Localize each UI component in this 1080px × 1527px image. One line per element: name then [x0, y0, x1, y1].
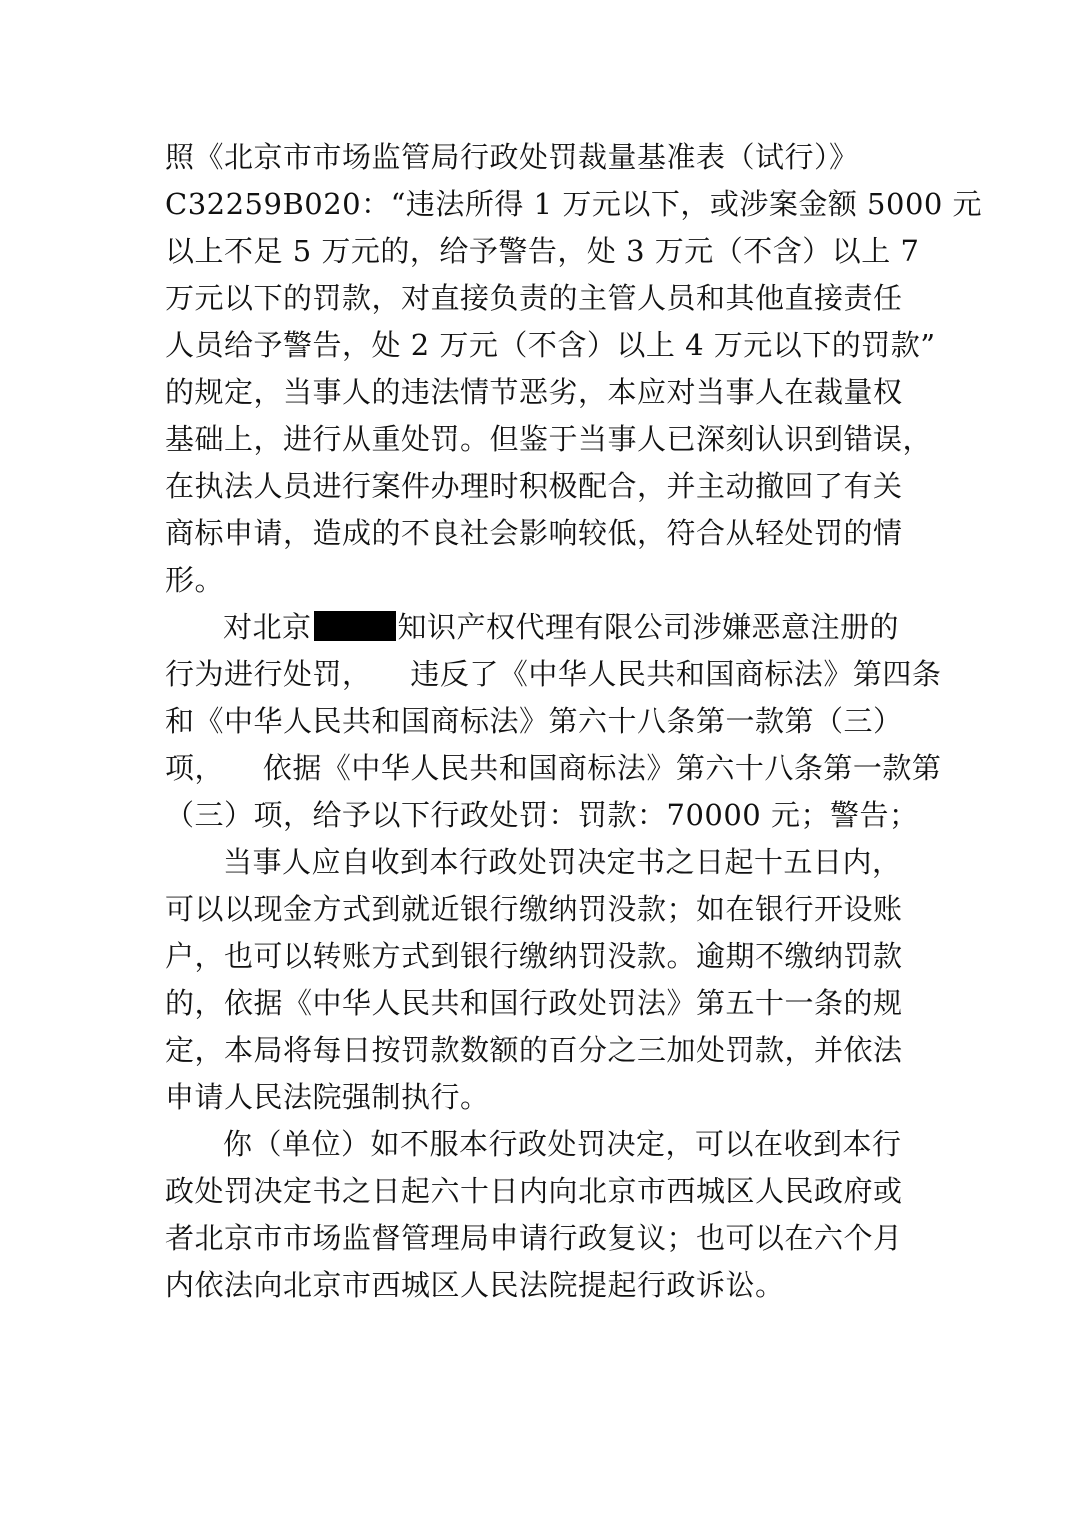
text-line: 定，本局将每日按罚款数额的百分之三加处罚款，并依法: [165, 1033, 903, 1067]
redaction-block: [314, 611, 396, 641]
text-line: 万元以下的罚款，对直接负责的主管人员和其他直接责任: [165, 281, 903, 315]
text-line: [165, 604, 925, 651]
text-line: 可以以现金方式到就近银行缴纳罚没款；如在银行开设账: [165, 892, 903, 926]
text-line: 户，也可以转账方式到银行缴纳罚没款。逾期不缴纳罚款: [165, 939, 903, 973]
text-line: 当事人应自收到本行政处罚决定书之日起十五日内，: [223, 845, 902, 879]
text-line: 的，依据《中华人民共和国行政处罚法》第五十一条的规: [165, 986, 903, 1020]
text-line: 申请人民法院强制执行。: [165, 1080, 490, 1114]
text-line: 形。: [165, 563, 225, 597]
text-line: 你（单位）如不服本行政处罚决定，可以在收到本行: [223, 1127, 902, 1161]
text-line: 项， 依据《中华人民共和国商标法》第六十八条第一款第: [165, 751, 942, 785]
text-line: 以上不足 5 万元的，给予警告，处 3 万元（不含）以上 7: [165, 234, 920, 268]
text-line: （三）项，给予以下行政处罚：罚款：70000 元；警告；: [165, 798, 919, 832]
paragraph-penalty-basis: [165, 134, 983, 604]
text-segment: 对北京: [223, 610, 312, 644]
text-segment: 知识产权代理有限公司涉嫌恶意注册的: [397, 610, 900, 644]
document-body: [165, 134, 983, 1309]
text-line: 在执法人员进行案件办理时积极配合，并主动撤回了有关: [165, 469, 903, 503]
text-line: 政处罚决定书之日起六十日内向北京市西城区人民政府或: [165, 1174, 903, 1208]
text-line: 商标申请，造成的不良社会影响较低，符合从轻处罚的情: [165, 516, 903, 550]
paragraph-appeal-rights: [165, 1121, 925, 1309]
text-line: 的规定，当事人的违法情节恶劣，本应对当事人在裁量权: [165, 375, 903, 409]
text-line: 行为进行处罚， 违反了《中华人民共和国商标法》第四条: [165, 657, 942, 691]
text-line: 者北京市市场监督管理局申请行政复议；也可以在六个月: [165, 1221, 903, 1255]
paragraph-penalty-decision: [165, 604, 942, 839]
text-line: 和《中华人民共和国商标法》第六十八条第一款第（三）: [165, 704, 903, 738]
text-line: C32259B020：“违法所得 1 万元以下，或涉案金额 5000 元: [165, 187, 983, 221]
text-line: 基础上，进行从重处罚。但鉴于当事人已深刻认识到错误，: [165, 422, 933, 456]
text-line: 照《北京市市场监管局行政处罚裁量基准表（试行）》: [165, 140, 859, 174]
text-line: 内依法向北京市西城区人民法院提起行政诉讼。: [165, 1268, 785, 1302]
text-line: 人员给予警告，处 2 万元（不含）以上 4 万元以下的罚款”: [165, 328, 936, 362]
paragraph-payment-instructions: [165, 839, 925, 1121]
